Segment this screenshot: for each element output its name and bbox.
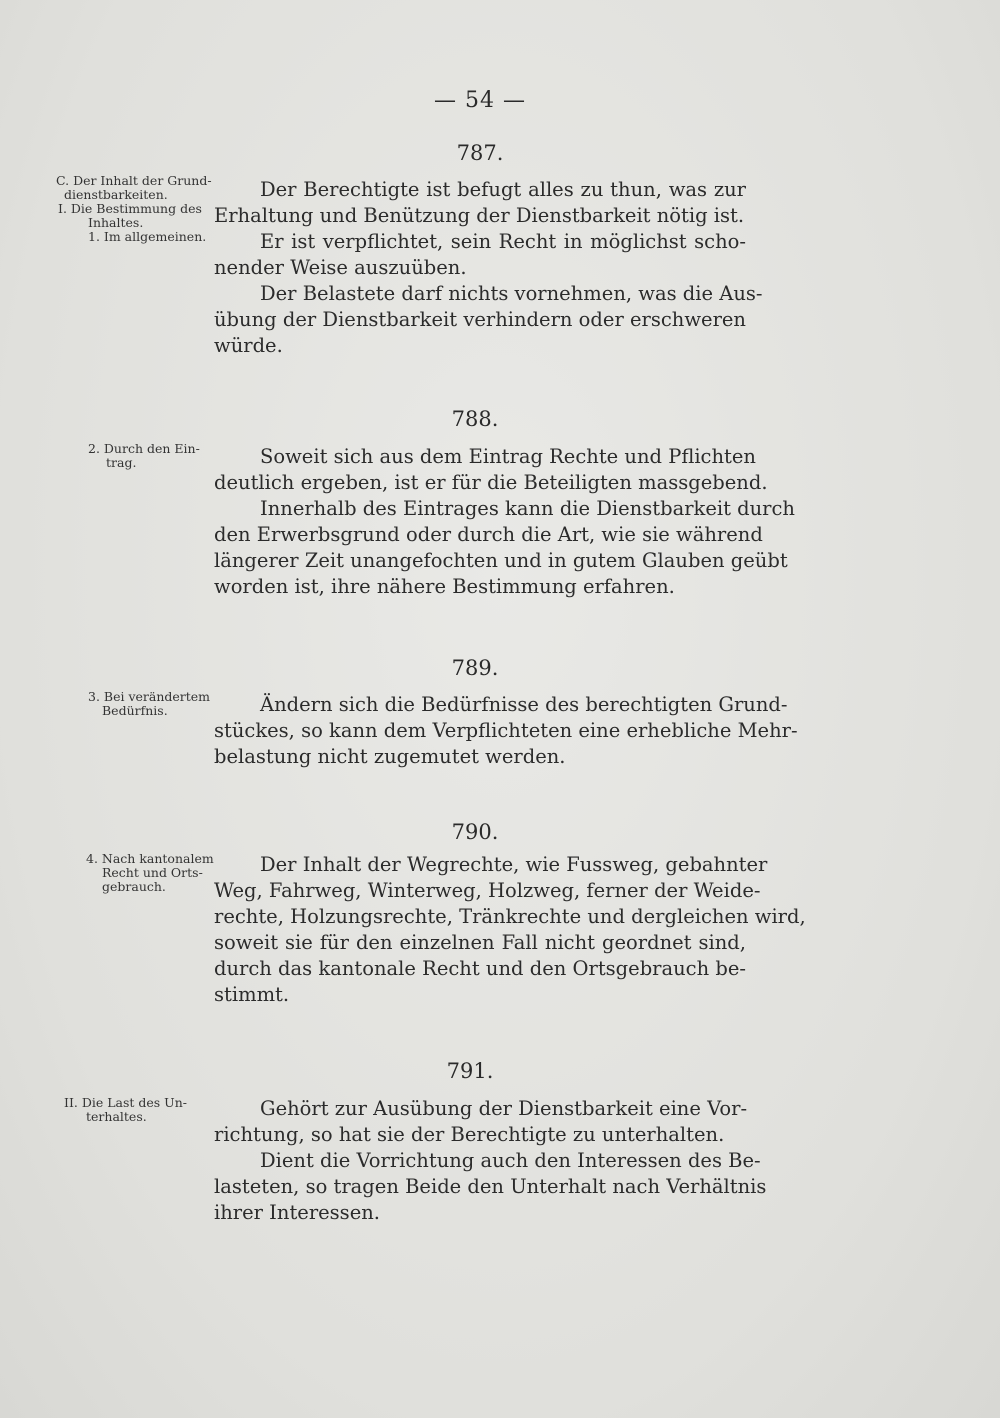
margin-line: terhaltes. [86, 1109, 147, 1124]
text-line: nender Weise auszuüben. [214, 256, 467, 279]
page-number: — 54 — [434, 88, 526, 113]
margin-line: trag. [106, 455, 137, 470]
text-line: Der Berechtigte ist befugt alles zu thun, was zur [260, 178, 746, 201]
text-line: den Erwerbsgrund oder durch die Art, wie sie während [214, 523, 763, 546]
margin-line: 2. Durch den Ein- [88, 441, 200, 456]
margin-line: dienstbarkeiten. [64, 187, 168, 202]
text-line: übung der Dienstbarkeit verhindern oder erschweren [214, 308, 746, 331]
text-line: deutlich ergeben, ist er für die Beteiligten massgebend. [214, 471, 768, 494]
margin-line: 1. Im allgemeinen. [88, 229, 207, 244]
text-line: stückes, so kann dem Verpflichteten eine erhebliche Mehr- [214, 719, 798, 742]
text-line: rechte, Holzungsrechte, Tränkrechte und dergleichen wird, [214, 905, 806, 928]
margin-line: 3. Bei verändertem [88, 689, 211, 704]
margin-line: Inhaltes. [88, 215, 144, 230]
text-line: belastung nicht zugemutet werden. [214, 745, 566, 768]
article-text-788 [214, 444, 795, 600]
margin-note-787 [56, 174, 216, 244]
text-line: Gehört zur Ausübung der Dienstbarkeit eine Vor- [260, 1097, 748, 1120]
text-line: Der Belastete darf nichts vornehmen, was die Aus- [260, 282, 763, 305]
text-line: ihrer Interessen. [214, 1201, 380, 1224]
text-line: Erhaltung und Benützung der Dienstbarkeit nötig ist. [214, 204, 745, 227]
text-line: längerer Zeit unangefochten und in gutem Glauben geübt [214, 549, 788, 572]
text-line: Dient die Vorrichtung auch den Interessen des Be- [260, 1149, 761, 1172]
text-line: richtung, so hat sie der Berechtigte zu unterhalten. [214, 1123, 725, 1146]
margin-note-788 [56, 442, 216, 470]
article-number-788: 788. [451, 407, 499, 431]
text-line: stimmt. [214, 983, 290, 1006]
text-line: Ändern sich die Bedürfnisse des berechtigten Grund- [260, 693, 788, 716]
margin-line: C. Der Inhalt der Grund- [56, 173, 212, 188]
margin-line: I. Die Bestimmung des [58, 201, 202, 216]
article-number-791: 791. [446, 1059, 494, 1083]
article-text-789 [214, 692, 798, 770]
margin-note-791 [56, 1096, 216, 1124]
margin-note-790 [56, 852, 216, 894]
article-number-787: 787. [456, 141, 504, 165]
text-line: Innerhalb des Eintrages kann die Dienstbarkeit durch [260, 497, 795, 520]
text-line: Er ist verpflichtet, sein Recht in möglichst scho- [260, 230, 746, 253]
text-line: durch das kantonale Recht und den Ortsgebrauch be- [214, 957, 746, 980]
text-line: soweit sie für den einzelnen Fall nicht geordnet sind, [214, 931, 746, 954]
margin-line: gebrauch. [102, 879, 166, 894]
text-line: lasteten, so tragen Beide den Unterhalt nach Verhältnis [214, 1175, 767, 1198]
text-line: Weg, Fahrweg, Winterweg, Holzweg, ferner der Weide- [214, 879, 761, 902]
text-line: Soweit sich aus dem Eintrag Rechte und Pflichten [260, 445, 756, 468]
article-text-787 [214, 177, 763, 359]
margin-line: Recht und Orts- [102, 865, 203, 880]
margin-line: II. Die Last des Un- [64, 1095, 187, 1110]
text-line: Der Inhalt der Wegrechte, wie Fussweg, gebahnter [260, 853, 768, 876]
article-text-791 [214, 1096, 767, 1226]
text-line: würde. [214, 334, 283, 357]
article-number-790: 790. [451, 820, 499, 844]
margin-line: Bedürfnis. [102, 703, 168, 718]
article-text-790 [214, 852, 806, 1008]
margin-note-789 [56, 690, 216, 718]
margin-line: 4. Nach kantonalem [86, 851, 214, 866]
text-line: worden ist, ihre nähere Bestimmung erfahren. [214, 575, 675, 598]
article-number-789: 789. [451, 656, 499, 680]
